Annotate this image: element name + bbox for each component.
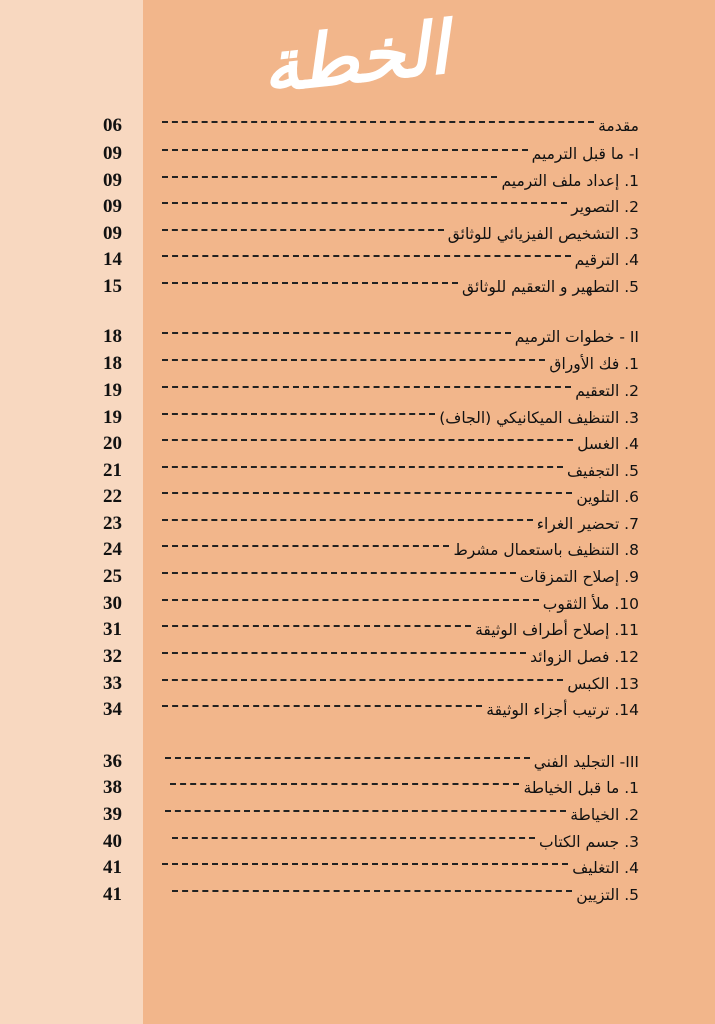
toc-row — [0, 141, 715, 167]
toc-row — [0, 458, 715, 484]
toc-page-number: 40 — [103, 831, 122, 852]
toc-row — [0, 378, 715, 404]
toc-entry-label: 5. التجفيف — [566, 462, 639, 480]
toc-leader-dashes — [162, 466, 563, 468]
toc-leader-dashes — [162, 282, 458, 284]
toc-entry-label: 3. التنظيف الميكانيكي (الجاف) — [439, 409, 639, 427]
toc-entry-label: 3. التشخيص الفيزيائي للوثائق — [447, 225, 639, 243]
toc-row — [0, 484, 715, 510]
toc-leader-dashes — [165, 757, 530, 759]
toc-page-number: 09 — [103, 143, 122, 164]
toc-entry-label: II - خطوات الترميم — [514, 328, 639, 346]
toc-entry-label: 1. فك الأوراق — [549, 355, 639, 373]
toc-row — [0, 405, 715, 431]
toc-entry-label: III- التجليد الفني — [533, 753, 639, 771]
toc-row — [0, 644, 715, 670]
toc-entry-label: 2. التصوير — [571, 198, 639, 216]
toc-entry-label: 5. التزيين — [576, 886, 639, 904]
toc-leader-dashes — [162, 202, 567, 204]
toc-page-number: 32 — [103, 646, 122, 667]
toc-entry-label: 1. ما قبل الخياطة — [523, 779, 639, 797]
toc-page-number: 38 — [103, 777, 122, 798]
toc-entry-label: 1. إعداد ملف الترميم — [501, 172, 639, 190]
toc-row — [0, 671, 715, 697]
page-title: الخطة — [258, 5, 452, 109]
toc-row — [0, 697, 715, 723]
toc-page-number: 06 — [103, 115, 122, 136]
toc-row — [0, 855, 715, 881]
toc-row — [0, 247, 715, 273]
toc-leader-dashes — [162, 679, 563, 681]
toc-leader-dashes — [165, 810, 566, 812]
toc-leader-dashes — [162, 545, 449, 547]
toc-entry-label: مقدمة — [598, 117, 639, 135]
toc-page-number: 24 — [103, 539, 122, 560]
toc-page-number: 09 — [103, 196, 122, 217]
toc-entry-label: 14. ترتيب أجزاء الوثيقة — [486, 701, 639, 719]
toc-leader-dashes — [162, 229, 444, 231]
toc-row — [0, 775, 715, 801]
toc-page-number: 34 — [103, 699, 122, 720]
toc-page-number: 25 — [103, 566, 122, 587]
toc-leader-dashes — [162, 439, 573, 441]
toc-entry-label: 6. التلوين — [576, 488, 639, 506]
toc-page-number: 21 — [103, 460, 122, 481]
toc-leader-dashes — [162, 492, 572, 494]
toc-page-number: 14 — [103, 249, 122, 270]
toc-leader-dashes — [162, 149, 528, 151]
toc-page-number: 30 — [103, 593, 122, 614]
toc-row — [0, 829, 715, 855]
toc-page-number: 31 — [103, 619, 122, 640]
toc-leader-dashes — [162, 599, 539, 601]
toc-row — [0, 324, 715, 350]
toc-leader-dashes — [162, 413, 435, 415]
toc-row — [0, 221, 715, 247]
toc-leader-dashes — [172, 890, 572, 892]
toc-row — [0, 194, 715, 220]
toc-leader-dashes — [162, 359, 545, 361]
toc-leader-dashes — [162, 652, 526, 654]
toc-leader-dashes — [162, 121, 594, 123]
toc-row — [0, 564, 715, 590]
toc-entry-label: 13. الكبس — [567, 675, 639, 693]
toc-entry-label: 11. إصلاح أطراف الوثيقة — [475, 621, 639, 639]
toc-leader-dashes — [162, 255, 571, 257]
toc-row — [0, 274, 715, 300]
toc-row — [0, 802, 715, 828]
toc-leader-dashes — [162, 705, 482, 707]
toc-leader-dashes — [162, 332, 511, 334]
toc-page-number: 36 — [103, 751, 122, 772]
toc-row — [0, 591, 715, 617]
toc-page-number: 23 — [103, 513, 122, 534]
toc-row — [0, 113, 715, 139]
toc-entry-label: 10. ملأ الثقوب — [542, 595, 639, 613]
toc-row — [0, 511, 715, 537]
toc-page-number: 18 — [103, 353, 122, 374]
toc-leader-dashes — [172, 837, 535, 839]
toc-page-number: 20 — [103, 433, 122, 454]
toc-page-number: 09 — [103, 170, 122, 191]
toc-entry-label: 4. التغليف — [572, 859, 639, 877]
toc-page-number: 19 — [103, 380, 122, 401]
toc-row — [0, 351, 715, 377]
toc-entry-label: 4. الغسل — [577, 435, 639, 453]
toc-row — [0, 537, 715, 563]
toc-entry-label: 8. التنظيف باستعمال مشرط — [453, 541, 639, 559]
toc-page-number: 41 — [103, 884, 122, 905]
toc-entry-label: 4. الترقيم — [574, 251, 639, 269]
toc-page-number: 39 — [103, 804, 122, 825]
toc-leader-dashes — [162, 625, 471, 627]
toc-entry-label: 9. إصلاح التمزقات — [519, 568, 639, 586]
toc-row — [0, 617, 715, 643]
toc-entry-label: 2. الخياطة — [570, 806, 639, 824]
toc-page-number: 18 — [103, 326, 122, 347]
toc-entry-label: 3. جسم الكتاب — [539, 833, 639, 851]
toc-leader-dashes — [162, 863, 568, 865]
toc-entry-label: I- ما قبل الترميم — [531, 145, 639, 163]
toc-entry-label: 2. التعقيم — [575, 382, 639, 400]
toc-leader-dashes — [162, 572, 516, 574]
toc-row — [0, 431, 715, 457]
toc-row — [0, 168, 715, 194]
toc-entry-label: 7. تحضير الغراء — [536, 515, 639, 533]
toc-page-number: 33 — [103, 673, 122, 694]
toc-row — [0, 749, 715, 775]
toc-page-number: 15 — [103, 276, 122, 297]
toc-leader-dashes — [162, 519, 533, 521]
toc-row — [0, 882, 715, 908]
toc-page-number: 09 — [103, 223, 122, 244]
toc-leader-dashes — [170, 783, 519, 785]
toc-page-number: 19 — [103, 407, 122, 428]
toc-entry-label: 5. التطهير و التعقيم للوثائق — [462, 278, 639, 296]
toc-page-number: 41 — [103, 857, 122, 878]
toc-leader-dashes — [162, 386, 571, 388]
toc-page-number: 22 — [103, 486, 122, 507]
toc-entry-label: 12. فصل الزوائد — [530, 648, 639, 666]
toc-leader-dashes — [162, 176, 497, 178]
